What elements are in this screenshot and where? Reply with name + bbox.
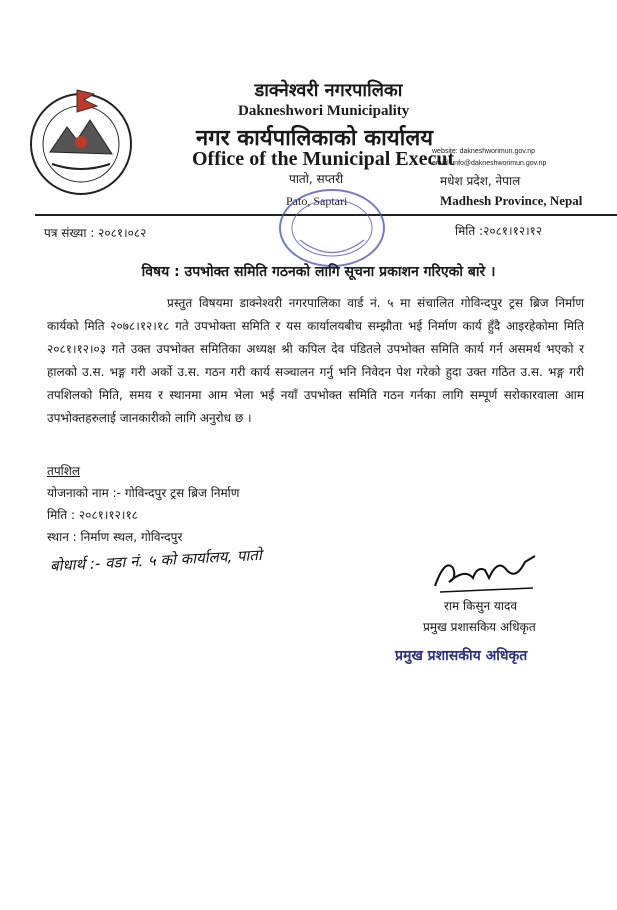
letter-date: मिति :२०८१।१२।१२	[455, 224, 543, 238]
signatory-name: राम किसुन यादव	[444, 599, 518, 613]
signature-icon	[425, 548, 545, 598]
body-text: प्रस्तुत विषयमा डाक्नेश्वरी नगरपालिका वार्ड नं. ५ मा संचालित गोविन्दपुर ट्रस ब्रिज निर्माण कार्यको मिति २०७८।१२।१८ गते उपभोक्ता समिति र यस कार्यालयबीच सम्झौता भई निर्माण कार्य हुँदै आइरहेकोमा मिति २०८१।१२।०३ गते उक्त उपभोक्त समितिका अध्यक्ष श्री कपिल देव पंडितले उपभोक्त समिति कार्य गर्न असमर्थ भएको र हालको उ.स. भङ्ग गरी अर्को उ.स. गठन गरी कार्य सञ्चालन गर्नु भनि निवेदन पेश गरेको हुदा उक्त गठित उ.स. भङ्ग गरी तपशिलको मिति, समय र स्थानमा आम भेला भई नयाँ उपभोक्त समिति गठन गर्नका लागि सम्पूर्ण सरोकारवाला आम उपभोक्तहरुलाई जानकारीको लागि अनुरोध छ ।	[47, 296, 584, 425]
project-name: योजनाको नाम :- गोविन्दपुर ट्रस ब्रिज निर्माण	[47, 486, 240, 500]
cc-handwritten-note: बोधार्थ :- वडा नं. ५ को कार्यालय, पातो	[49, 545, 263, 575]
reference-number: पत्र संख्या : २०८१।०८२	[44, 226, 147, 240]
contact-block	[432, 146, 546, 170]
office-stamp-icon	[260, 170, 410, 275]
meeting-place: स्थान : निर्माण स्थल, गोविन्दपुर	[47, 530, 183, 544]
email-text: email :info@dakneshworimun.gov.np	[432, 160, 547, 167]
body-paragraph	[47, 292, 584, 430]
office-name-en: Office of the Municipal Execut	[192, 148, 455, 170]
municipality-name-en: Dakneshwori Municipality	[238, 103, 410, 119]
website-text: website: dakneshworimun.gov.np	[432, 148, 535, 155]
meeting-date: मिति : २०८१।१२।१८	[47, 508, 138, 522]
details-section	[47, 460, 239, 548]
municipality-name-np: डाक्नेश्वरी नगरपालिका	[254, 80, 403, 101]
place-np: पातो, सप्तरी	[289, 172, 344, 186]
province-np: मधेश प्रदेश, नेपाल	[440, 174, 521, 188]
subject-line: विषय : उपभोक्त समिति गठनको लागि सूचना प्रकाशन गरिएको बारे ।	[141, 264, 496, 280]
place-en: Pato, Saptari	[286, 194, 348, 208]
signatory-title: प्रमुख प्रशासकिय अधिकृत	[423, 620, 536, 634]
details-heading: तपशिल	[47, 464, 81, 478]
province-en: Madhesh Province, Nepal	[440, 193, 583, 208]
office-name-np: नगर कार्यपालिकाको कार्यालय	[196, 126, 433, 151]
signatory-stamp: प्रमुख प्रशासकीय अधिकृत	[395, 648, 528, 664]
